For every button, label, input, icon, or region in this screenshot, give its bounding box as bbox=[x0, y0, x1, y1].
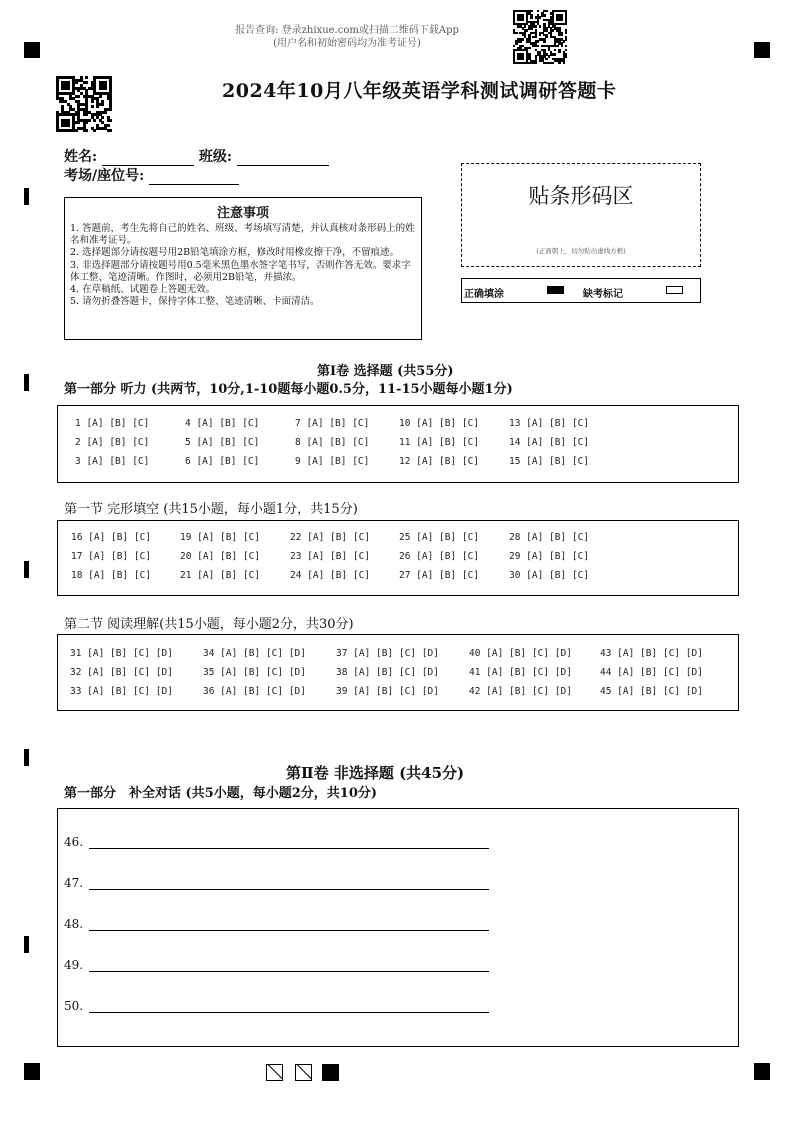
class-label: 班级: bbox=[198, 149, 233, 165]
notice-item: 5. 请勿折叠答题卡，保持字体工整、笔迹清晰、卡面清洁。 bbox=[70, 296, 320, 308]
answer-choice-row[interactable]: 24 [A] [B] [C] bbox=[290, 570, 371, 581]
answer-choice-row[interactable]: 2 [A] [B] [C] bbox=[75, 437, 150, 448]
notice-item: 4. 在草稿纸、试题卷上答题无效。 bbox=[70, 284, 216, 296]
answer-choice-row[interactable]: 22 [A] [B] [C] bbox=[290, 532, 371, 543]
student-qr-code bbox=[56, 76, 112, 132]
page-mark-crossed-box bbox=[266, 1064, 283, 1081]
answer-choice-row[interactable]: 38 [A] [B] [C] [D] bbox=[336, 667, 439, 678]
answer-choice-row[interactable]: 9 [A] [B] [C] bbox=[295, 456, 370, 467]
answer-choice-row[interactable]: 13 [A] [B] [C] bbox=[509, 418, 590, 429]
answer-choice-row[interactable]: 25 [A] [B] [C] bbox=[399, 532, 480, 543]
absent-mark-label: 缺考标记 bbox=[583, 289, 623, 300]
name-field[interactable] bbox=[102, 151, 194, 166]
answer-choice-row[interactable]: 8 [A] [B] [C] bbox=[295, 437, 370, 448]
cloze-section-title: 第一节 完形填空 (共15小题，每小题1分，共15分) bbox=[64, 502, 358, 517]
answer-choice-row[interactable]: 5 [A] [B] [C] bbox=[185, 437, 260, 448]
answer-choice-row[interactable]: 6 [A] [B] [C] bbox=[185, 456, 260, 467]
answer-choice-row[interactable]: 27 [A] [B] [C] bbox=[399, 570, 480, 581]
report-query-line2: (用户名和初始密码均为准考证号) bbox=[273, 38, 421, 49]
answer-choice-row[interactable]: 17 [A] [B] [C] bbox=[71, 551, 152, 562]
answer-choice-row[interactable]: 44 [A] [B] [C] [D] bbox=[600, 667, 703, 678]
room-seat-label: 考场/座位号: bbox=[64, 168, 145, 184]
reading-answer-box bbox=[57, 634, 739, 711]
room-seat-field[interactable] bbox=[149, 170, 239, 185]
notice-box bbox=[64, 197, 422, 340]
answer-choice-row[interactable]: 1 [A] [B] [C] bbox=[75, 418, 150, 429]
answer-line-48[interactable] bbox=[89, 930, 489, 931]
student-info-row-2 bbox=[64, 165, 239, 185]
answer-choice-row[interactable]: 41 [A] [B] [C] [D] bbox=[469, 667, 572, 678]
answer-choice-row[interactable]: 32 [A] [B] [C] [D] bbox=[70, 667, 173, 678]
answer-choice-row[interactable]: 7 [A] [B] [C] bbox=[295, 418, 370, 429]
answer-line-47[interactable] bbox=[89, 889, 489, 890]
answer-choice-row[interactable]: 39 [A] [B] [C] [D] bbox=[336, 686, 439, 697]
answer-choice-row[interactable]: 34 [A] [B] [C] [D] bbox=[203, 648, 306, 659]
answer-choice-row[interactable]: 21 [A] [B] [C] bbox=[180, 570, 261, 581]
answer-choice-row[interactable]: 28 [A] [B] [C] bbox=[509, 532, 590, 543]
answer-choice-row[interactable]: 36 [A] [B] [C] [D] bbox=[203, 686, 306, 697]
filled-box-sample bbox=[547, 286, 564, 294]
answer-choice-row[interactable]: 16 [A] [B] [C] bbox=[71, 532, 152, 543]
answer-choice-row[interactable]: 31 [A] [B] [C] [D] bbox=[70, 648, 173, 659]
answer-sheet-title: 2024年10月八年级英语学科测试调研答题卡 bbox=[222, 80, 617, 102]
notice-title: 注意事项 bbox=[216, 206, 269, 221]
barcode-area-hint: (正面朝上，切勿贴出虚线方框) bbox=[536, 247, 626, 255]
reading-section-title: 第二节 阅读理解(共15小题，每小题2分，共30分) bbox=[64, 617, 354, 632]
timing-mark bbox=[24, 749, 29, 766]
class-field[interactable] bbox=[237, 151, 329, 166]
part2-heading: 第Ⅱ卷 非选择题 (共45分) bbox=[286, 764, 465, 782]
answer-label-50: 50. bbox=[64, 999, 84, 1013]
timing-mark bbox=[24, 374, 29, 391]
answer-choice-row[interactable]: 45 [A] [B] [C] [D] bbox=[600, 686, 703, 697]
answer-label-46: 46. bbox=[64, 835, 84, 849]
answer-choice-row[interactable]: 10 [A] [B] [C] bbox=[399, 418, 480, 429]
answer-choice-row[interactable]: 19 [A] [B] [C] bbox=[180, 532, 261, 543]
listening-answer-box bbox=[57, 405, 739, 483]
report-query-note bbox=[0, 24, 744, 50]
answer-choice-row[interactable]: 26 [A] [B] [C] bbox=[399, 551, 480, 562]
answer-choice-row[interactable]: 35 [A] [B] [C] [D] bbox=[203, 667, 306, 678]
answer-line-46[interactable] bbox=[89, 848, 489, 849]
answer-choice-row[interactable]: 12 [A] [B] [C] bbox=[399, 456, 480, 467]
answer-choice-row[interactable]: 20 [A] [B] [C] bbox=[180, 551, 261, 562]
report-query-line1: 报告查询: 登录zhixue.com或扫描二维码下载App bbox=[235, 25, 459, 36]
barcode-area[interactable] bbox=[461, 163, 701, 267]
absent-mark-box[interactable] bbox=[666, 286, 683, 294]
answer-choice-row[interactable]: 11 [A] [B] [C] bbox=[399, 437, 480, 448]
page-mark-crossed-box bbox=[295, 1064, 312, 1081]
answer-choice-row[interactable]: 37 [A] [B] [C] [D] bbox=[336, 648, 439, 659]
answer-choice-row[interactable]: 33 [A] [B] [C] [D] bbox=[70, 686, 173, 697]
answer-label-47: 47. bbox=[64, 876, 84, 890]
answer-choice-row[interactable]: 40 [A] [B] [C] [D] bbox=[469, 648, 572, 659]
app-download-qr-code bbox=[513, 10, 567, 64]
answer-line-49[interactable] bbox=[89, 971, 489, 972]
answer-choice-row[interactable]: 42 [A] [B] [C] [D] bbox=[469, 686, 572, 697]
page-mark-filled-box bbox=[322, 1064, 339, 1081]
answer-choice-row[interactable]: 4 [A] [B] [C] bbox=[185, 418, 260, 429]
answer-choice-row[interactable]: 23 [A] [B] [C] bbox=[290, 551, 371, 562]
part1-heading: 第Ⅰ卷 选择题 (共55分) bbox=[317, 364, 454, 379]
answer-choice-row[interactable]: 3 [A] [B] [C] bbox=[75, 456, 150, 467]
barcode-area-label: 贴条形码区 bbox=[528, 184, 634, 208]
student-info-row-1 bbox=[64, 146, 329, 166]
answer-label-48: 48. bbox=[64, 917, 84, 931]
timing-mark bbox=[24, 561, 29, 578]
corner-mark-bottom-left bbox=[24, 1063, 40, 1080]
answer-choice-row[interactable]: 18 [A] [B] [C] bbox=[71, 570, 152, 581]
notice-item: 3. 非选择题部分请按题号用0.5毫米黑色墨水签字笔书写，否则作答无效。要求字体工整、笔迹清晰。作图时，必须用2B铅笔，并描浓。 bbox=[70, 259, 411, 283]
timing-mark bbox=[24, 936, 29, 953]
notice-item: 2. 选择题部分请按题号用2B铅笔填涂方框，修改时用橡皮擦干净，不留痕迹。 bbox=[70, 247, 400, 259]
answer-choice-row[interactable]: 43 [A] [B] [C] [D] bbox=[600, 648, 703, 659]
corner-mark-top-right bbox=[754, 42, 770, 58]
notice-item: 1. 答题前，考生先将自己的姓名、班级、考场填写清楚，并认真核对条形码上的姓名和准考证号。 bbox=[70, 223, 415, 247]
answer-choice-row[interactable]: 15 [A] [B] [C] bbox=[509, 456, 590, 467]
cloze-answer-box bbox=[57, 520, 739, 596]
dialogue-section-title: 第一部分 补全对话 (共5小题，每小题2分，共10分) bbox=[64, 786, 378, 801]
corner-mark-bottom-right bbox=[754, 1063, 770, 1080]
timing-mark bbox=[24, 188, 29, 205]
answer-choice-row[interactable]: 29 [A] [B] [C] bbox=[509, 551, 590, 562]
correct-fill-label: 正确填涂 bbox=[464, 289, 504, 300]
answer-label-49: 49. bbox=[64, 958, 84, 972]
answer-line-50[interactable] bbox=[89, 1012, 489, 1013]
answer-choice-row[interactable]: 14 [A] [B] [C] bbox=[509, 437, 590, 448]
name-label: 姓名: bbox=[64, 149, 98, 165]
fill-legend bbox=[461, 278, 701, 303]
listening-section-title: 第一部分 听力 (共两节，10分,1-10题每小题0.5分，11-15小题每小题1分) bbox=[64, 382, 513, 397]
answer-choice-row[interactable]: 30 [A] [B] [C] bbox=[509, 570, 590, 581]
